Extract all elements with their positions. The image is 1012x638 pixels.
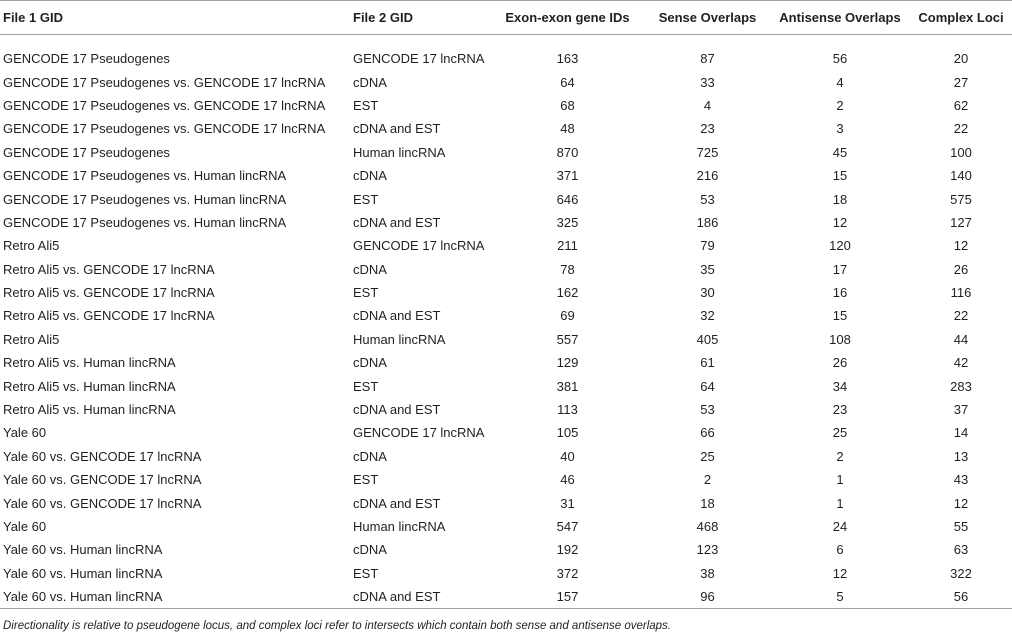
complex-loci-cell: 100 — [950, 144, 972, 160]
table-row — [0, 328, 1012, 351]
file2-gid-cell: Human lincRNA — [353, 519, 446, 534]
file1-gid-cell: GENCODE 17 Pseudogenes vs. GENCODE 17 lncRNA — [3, 121, 326, 137]
table-row — [0, 374, 1012, 397]
file1-gid-cell: Retro Ali5 vs. Human lincRNA — [3, 355, 176, 371]
complex-loci-cell: 26 — [953, 261, 969, 277]
exon-exon-gene-ids-cell: 325 — [556, 214, 579, 230]
sense-overlaps-cell: 96 — [645, 585, 770, 609]
file1-gid-cell: GENCODE 17 Pseudogenes vs. Human lincRNA — [3, 168, 287, 184]
complex-loci-cell: 63 — [953, 542, 969, 558]
file2-gid-cell: cDNA and EST — [353, 214, 441, 230]
table-row — [0, 585, 1012, 609]
exon-exon-gene-ids-cell: 113 — [557, 402, 578, 418]
complex-loci-cell: 322 — [950, 565, 972, 581]
complex-loci-cell: 140 — [950, 168, 972, 184]
sense-overlaps-cell: 30 — [700, 285, 715, 301]
exon-exon-gene-ids-cell: 129 — [556, 355, 579, 371]
exon-exon-gene-ids-cell: 68 — [560, 97, 575, 113]
sense-overlaps-cell: 33 — [700, 74, 715, 90]
sense-overlaps-cell: 405 — [696, 331, 719, 347]
header-file2-gid: File 2 GID — [350, 1, 490, 35]
exon-exon-gene-ids-cell: 870 — [556, 144, 579, 160]
antisense-overlaps-cell: 17 — [832, 261, 848, 277]
complex-loci-cell: 44 — [953, 331, 969, 347]
sense-overlaps-cell: 61 — [700, 355, 715, 371]
complex-loci-cell: 13 — [953, 448, 969, 464]
file1-gid-cell: Yale 60 vs. GENCODE 17 lncRNA — [3, 495, 202, 511]
sense-overlaps-cell: 53 — [700, 402, 715, 418]
antisense-overlaps-cell: 56 — [832, 51, 848, 67]
antisense-overlaps-cell: 26 — [832, 355, 848, 371]
file1-gid-cell: GENCODE 17 Pseudogenes vs. Human lincRNA — [3, 191, 287, 207]
sense-overlaps-cell: 186 — [696, 214, 719, 230]
file2-gid-cell: GENCODE 17 lncRNA — [353, 51, 485, 67]
file2-gid-cell: cDNA — [353, 74, 387, 90]
table-row — [0, 234, 1012, 257]
antisense-overlaps-cell: 1 — [836, 472, 844, 488]
exon-exon-gene-ids-cell: 547 — [556, 519, 579, 534]
complex-loci-cell: 43 — [953, 472, 969, 488]
file1-gid-cell: Yale 60 vs. Human lincRNA — [0, 585, 350, 609]
exon-exon-gene-ids-cell: 372 — [556, 565, 579, 581]
file2-gid-cell: cDNA and EST — [353, 402, 441, 418]
sense-overlaps-cell: 35 — [700, 261, 715, 277]
exon-exon-gene-ids-cell: 69 — [560, 308, 575, 324]
file1-gid-cell: Retro Ali5 vs. Human lincRNA — [3, 402, 176, 418]
table-row — [0, 421, 1012, 444]
sense-overlaps-cell: 79 — [700, 238, 715, 254]
complex-loci-cell: 62 — [953, 97, 969, 113]
exon-exon-gene-ids-cell: 192 — [556, 542, 579, 558]
file1-gid-cell: GENCODE 17 Pseudogenes vs. Human lincRNA — [3, 214, 287, 230]
table-footnote: Directionality is relative to pseudogene locus, and complex loci refer to intersects which contain both sense and antisense overlaps. — [3, 620, 672, 632]
table-row — [0, 515, 1012, 538]
sense-overlaps-cell: 87 — [700, 51, 715, 67]
antisense-overlaps-cell: 1 — [836, 495, 844, 511]
header-file1-gid: File 1 GID — [0, 1, 350, 35]
complex-loci-cell: 22 — [953, 121, 969, 137]
sense-overlaps-cell: 23 — [700, 121, 715, 137]
file1-gid-cell: Retro Ali5 — [3, 331, 60, 347]
file1-gid-cell: Retro Ali5 — [3, 238, 60, 254]
complex-loci-cell: 42 — [953, 355, 969, 371]
file1-gid-cell: Yale 60 vs. GENCODE 17 lncRNA — [3, 448, 202, 464]
complex-loci-cell: 12 — [953, 495, 969, 511]
exon-exon-gene-ids-cell: 371 — [556, 168, 579, 184]
table-row — [0, 281, 1012, 304]
sense-overlaps-cell: 725 — [696, 144, 719, 160]
file2-gid-cell: GENCODE 17 lncRNA — [353, 425, 485, 441]
file1-gid-cell: Yale 60 vs. Human lincRNA — [3, 565, 163, 581]
exon-exon-gene-ids-cell: 646 — [556, 191, 579, 207]
file2-gid-cell: cDNA and EST — [353, 308, 441, 324]
file1-gid-cell: Yale 60 vs. GENCODE 17 lncRNA — [3, 472, 202, 488]
antisense-overlaps-cell: 4 — [836, 74, 844, 90]
complex-loci-cell: 116 — [950, 285, 972, 301]
complex-loci-cell: 14 — [953, 425, 969, 441]
antisense-overlaps-cell: 12 — [832, 565, 848, 581]
file1-gid-cell: Yale 60 vs. Human lincRNA — [3, 542, 163, 558]
file1-gid-cell: GENCODE 17 Pseudogenes vs. GENCODE 17 lncRNA — [3, 97, 326, 113]
file2-gid-cell: EST — [353, 378, 379, 394]
antisense-overlaps-cell: 12 — [832, 214, 848, 230]
exon-exon-gene-ids-cell: 162 — [556, 285, 579, 301]
sense-overlaps-cell: 468 — [696, 519, 719, 534]
header-exon-exon-gene-ids: Exon-exon gene IDs — [490, 1, 645, 35]
sense-overlaps-cell: 4 — [703, 97, 712, 113]
header-complex-loci: Complex Loci — [910, 1, 1012, 35]
file2-gid-cell: cDNA and EST — [350, 585, 490, 609]
file2-gid-cell: EST — [353, 565, 379, 581]
file2-gid-cell: Human lincRNA — [353, 144, 446, 160]
table-row — [0, 70, 1012, 93]
antisense-overlaps-cell: 24 — [832, 519, 848, 534]
file1-gid-cell: Retro Ali5 vs. Human lincRNA — [3, 378, 176, 394]
file1-gid-cell: Yale 60 — [3, 519, 47, 534]
exon-exon-gene-ids-cell: 381 — [556, 378, 579, 394]
file2-gid-cell: cDNA and EST — [353, 495, 441, 511]
complex-loci-cell: 575 — [950, 191, 972, 207]
antisense-overlaps-cell: 16 — [832, 285, 848, 301]
exon-exon-gene-ids-cell: 78 — [560, 261, 575, 277]
table-body — [0, 47, 1012, 609]
exon-exon-gene-ids-cell: 211 — [557, 238, 578, 254]
complex-loci-cell: 37 — [953, 402, 969, 418]
sense-overlaps-cell: 38 — [700, 565, 715, 581]
file2-gid-cell: cDNA — [353, 261, 387, 277]
sense-overlaps-cell: 216 — [696, 168, 719, 184]
table-row — [0, 445, 1012, 468]
antisense-overlaps-cell: 2 — [836, 97, 844, 113]
table-row — [0, 164, 1012, 187]
table-row — [0, 94, 1012, 117]
file1-gid-cell: GENCODE 17 Pseudogenes — [3, 144, 170, 160]
exon-exon-gene-ids-cell: 557 — [556, 331, 579, 347]
file1-gid-cell: Yale 60 — [3, 425, 47, 441]
complex-loci-cell: 55 — [953, 519, 969, 534]
file1-gid-cell: Retro Ali5 vs. GENCODE 17 lncRNA — [3, 261, 215, 277]
file2-gid-cell: EST — [353, 97, 379, 113]
antisense-overlaps-cell: 23 — [832, 402, 848, 418]
antisense-overlaps-cell: 34 — [832, 378, 848, 394]
table-row — [0, 491, 1012, 514]
file2-gid-cell: EST — [353, 285, 379, 301]
exon-exon-gene-ids-cell: 163 — [556, 51, 579, 67]
exon-exon-gene-ids-cell: 64 — [560, 74, 575, 90]
complex-loci-cell: 20 — [953, 51, 969, 67]
antisense-overlaps-cell: 120 — [829, 238, 851, 254]
complex-loci-cell: 27 — [953, 74, 969, 90]
antisense-overlaps-cell: 108 — [829, 331, 851, 347]
file2-gid-cell: cDNA — [353, 448, 387, 464]
file1-gid-cell: Retro Ali5 vs. GENCODE 17 lncRNA — [3, 308, 215, 324]
table-row — [0, 47, 1012, 70]
sense-overlaps-cell: 53 — [700, 191, 715, 207]
header-antisense-overlaps: Antisense Overlaps — [770, 1, 910, 35]
complex-loci-cell: 56 — [910, 585, 1012, 609]
file2-gid-cell: cDNA — [353, 168, 387, 184]
table-row — [0, 141, 1012, 164]
header-sense-overlaps: Sense Overlaps — [645, 1, 770, 35]
antisense-overlaps-cell: 5 — [770, 585, 910, 609]
antisense-overlaps-cell: 15 — [832, 308, 848, 324]
file2-gid-cell: cDNA — [353, 542, 387, 558]
table-header — [0, 1, 1012, 48]
table-row — [0, 538, 1012, 561]
table-row — [0, 211, 1012, 234]
exon-exon-gene-ids-cell: 40 — [560, 448, 575, 464]
file2-gid-cell: Human lincRNA — [353, 331, 446, 347]
sense-overlaps-cell: 123 — [696, 542, 719, 558]
sense-overlaps-cell: 66 — [700, 425, 715, 441]
header-row — [0, 1, 1012, 35]
antisense-overlaps-cell: 45 — [832, 144, 848, 160]
antisense-overlaps-cell: 6 — [836, 542, 844, 558]
complex-loci-cell: 283 — [950, 378, 972, 394]
file1-gid-cell: GENCODE 17 Pseudogenes vs. GENCODE 17 lncRNA — [3, 74, 326, 90]
sense-overlaps-cell: 18 — [700, 495, 715, 511]
table-row — [0, 187, 1012, 210]
complex-loci-cell: 12 — [953, 238, 969, 254]
table-row — [0, 258, 1012, 281]
exon-exon-gene-ids-cell: 48 — [560, 121, 575, 137]
antisense-overlaps-cell: 3 — [836, 121, 844, 137]
file2-gid-cell: EST — [353, 191, 379, 207]
file1-gid-cell: GENCODE 17 Pseudogenes — [3, 51, 170, 67]
file2-gid-cell: GENCODE 17 lncRNA — [353, 238, 485, 254]
file2-gid-cell: cDNA — [353, 355, 387, 371]
complex-loci-cell: 22 — [953, 308, 969, 324]
exon-exon-gene-ids-cell: 105 — [556, 425, 579, 441]
sense-overlaps-cell: 25 — [700, 448, 715, 464]
sense-overlaps-cell: 32 — [700, 308, 715, 324]
file2-gid-cell: cDNA and EST — [353, 121, 441, 137]
table-row — [0, 562, 1012, 585]
sense-overlaps-cell: 64 — [700, 378, 715, 394]
antisense-overlaps-cell: 2 — [836, 448, 844, 464]
table-row — [0, 304, 1012, 327]
exon-exon-gene-ids-cell: 157 — [490, 585, 645, 609]
antisense-overlaps-cell: 15 — [832, 168, 848, 184]
exon-exon-gene-ids-cell: 31 — [560, 495, 575, 511]
table-row — [0, 117, 1012, 140]
complex-loci-cell: 127 — [950, 214, 972, 230]
file2-gid-cell: EST — [353, 472, 379, 488]
table-row — [0, 398, 1012, 421]
sense-overlaps-cell: 2 — [703, 472, 712, 488]
antisense-overlaps-cell: 18 — [832, 191, 848, 207]
exon-exon-gene-ids-cell: 46 — [560, 472, 575, 488]
table-row — [0, 468, 1012, 491]
antisense-overlaps-cell: 25 — [832, 425, 848, 441]
file1-gid-cell: Retro Ali5 vs. GENCODE 17 lncRNA — [3, 285, 215, 301]
table-row — [0, 351, 1012, 374]
